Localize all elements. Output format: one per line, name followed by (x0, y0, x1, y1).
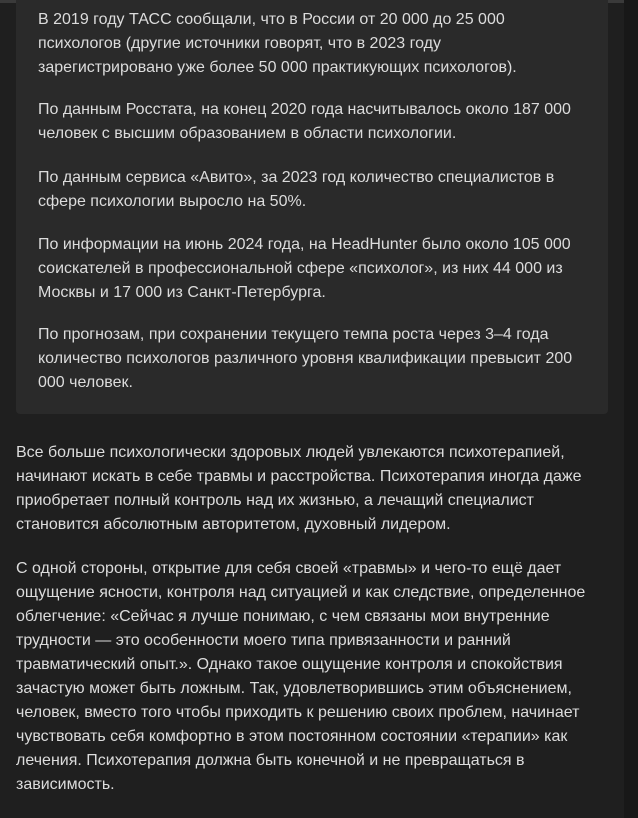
text-line: зависимость. (16, 776, 115, 793)
text-line: становится абсолютным авторитетом, духовный лидером. (16, 516, 451, 533)
text-line: трудности — это особенности моего типа привязанности и ранний (16, 632, 511, 649)
text-line: зарегистрировано уже более 50 000 практикующих психологов). (38, 59, 517, 76)
text-line: человек, вместо того чтобы приходить к решению своих проблем, начинает (16, 704, 580, 721)
text-line: травматический опыт.». Однако такое ощущение контроля и спокойствия (16, 656, 563, 673)
text-line: ощущение ясности, контроля над ситуацией и как следствие, определенное (16, 584, 586, 601)
paragraph (38, 323, 572, 395)
text-line: начинают искать в себе травмы и расстройства. Психотерапия иногда даже (16, 468, 582, 485)
text-line: сфере психологии выросло на 50%. (38, 193, 307, 210)
text-line: чувствовать себя комфортно в этом постоянном состоянии «терапии» как (16, 728, 568, 745)
text-line: По данным Росстата, на конец 2020 года насчитывалось около 187 000 (38, 101, 571, 118)
text-line: Все больше психологически здоровых людей увлекаются психотерапией, (16, 444, 565, 461)
statistics-quote-box (16, 0, 608, 414)
text-line: 000 человек. (38, 374, 133, 391)
text-line: В 2019 году ТАСС сообщали, что в России от 20 000 до 25 000 (38, 11, 505, 28)
text-line: Москвы и 17 000 из Санкт-Петербурга. (38, 284, 326, 301)
text-line: лечения. Психотерапия должна быть конечной и не превращаться в (16, 752, 525, 769)
text-line: человек с высшим образованием в области психологии. (38, 125, 457, 142)
text-line: зачастую может быть ложным. Так, удовлетворившись этим объяснением, (16, 680, 572, 697)
text-line: количество психологов различного уровня квалификации превысит 200 (38, 350, 573, 367)
paragraph (16, 441, 581, 537)
text-line: По информации на июнь 2024 года, на HeadHunter было около 105 000 (38, 236, 571, 253)
text-line: По прогнозам, при сохранении текущего темпа роста через 3–4 года (38, 326, 549, 343)
text-line: приобретает полный контроль над их жизнью, а лечащий специалист (16, 492, 534, 509)
scrollbar-track[interactable] (624, 0, 638, 818)
paragraph (38, 8, 517, 80)
text-line: соискателей в профессиональной сфере «психолог», из них 44 000 из (38, 260, 563, 277)
paragraph (38, 166, 554, 214)
text-line: По данным сервиса «Авито», за 2023 год количество специалистов в (38, 169, 555, 186)
text-line: психологов (другие источники говорят, что в 2023 году (38, 35, 441, 52)
paragraph (38, 233, 571, 305)
paragraph (16, 557, 585, 797)
text-line: С одной стороны, открытие для себя своей «травмы» и чего-то ещё дает (16, 560, 562, 577)
paragraph (38, 98, 571, 146)
text-line: облегчение: «Сейчас я лучше понимаю, с чем связаны мои внутренние (16, 608, 550, 625)
